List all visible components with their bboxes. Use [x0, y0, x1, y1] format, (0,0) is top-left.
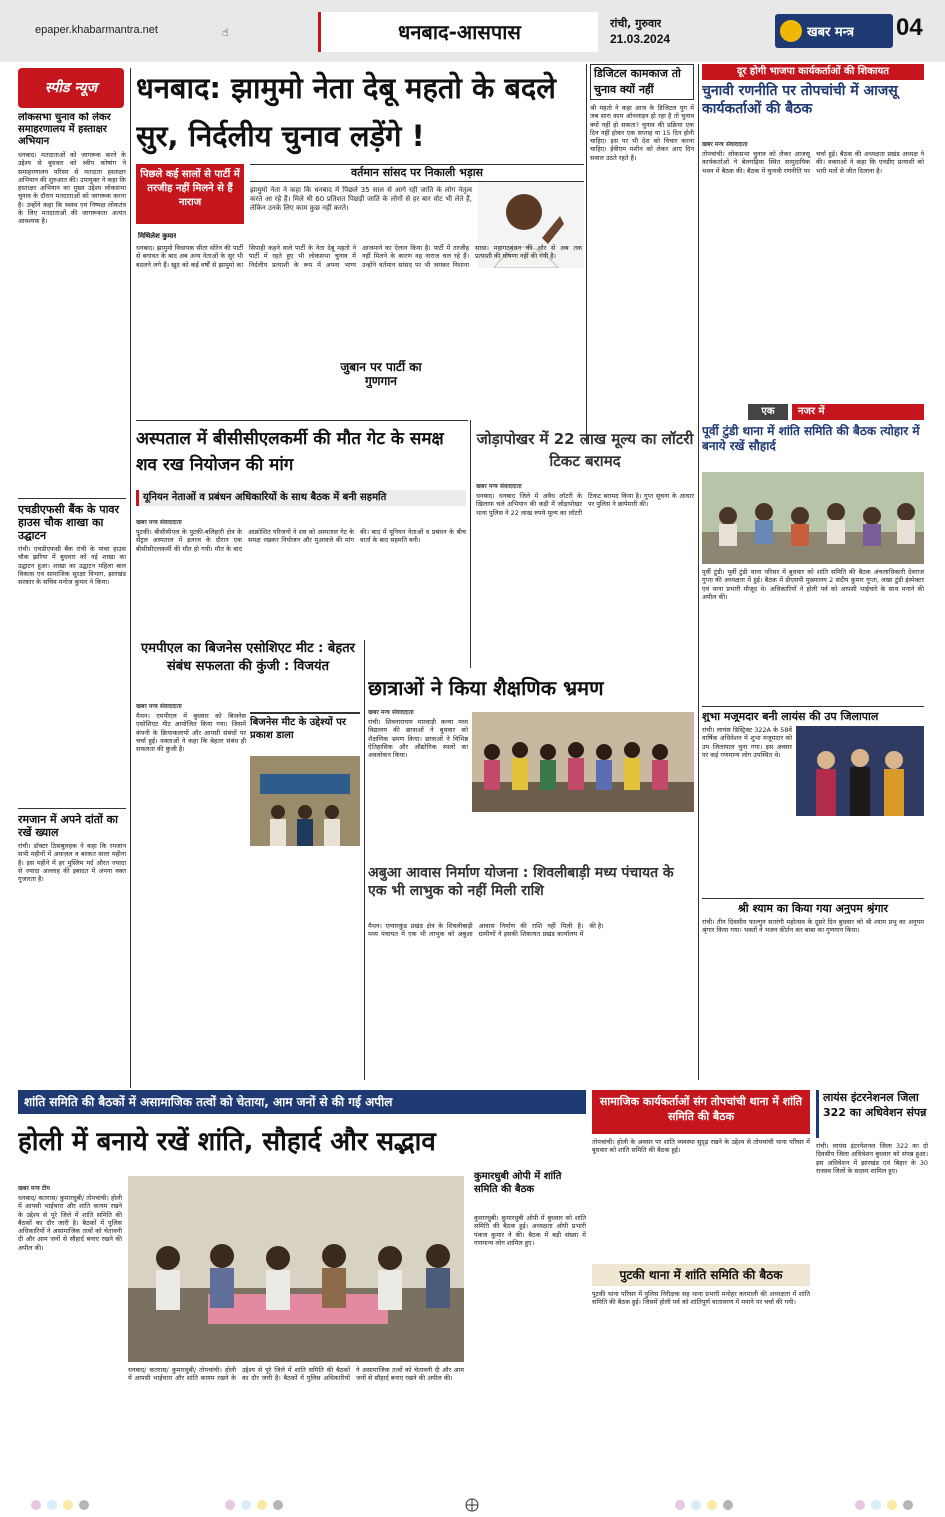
students-body: रांची। शिवनारायण मारवाड़ी कन्या मध्य विद्यालय की छात्राओं ने बुधवार को शैक्षणिक भ्रमण किया। छात्राओं ने विभिन्न ऐतिहासिक और औद्योगिक स्थलों का अवलोकन किया।: [368, 718, 468, 760]
speed-item-3-title: रमजान में अपने दांतों का रखें ख्याल: [18, 813, 118, 839]
divider: [470, 420, 471, 668]
lead-quote: झामुमो नेता ने कहा कि धनबाद में पिछले 35 साल से आगे रही जाति के लोग नेतृत्व करते आ रहे हैं। मिले थी 60 प्रतिशत पिछड़ी जाति के लोगों से हर बार वोट भी लेते हैं, लेकिन उनके लिए काम कुछ नहीं करते।: [250, 186, 472, 212]
section-title: धनबाद-आसपास: [318, 12, 598, 52]
msme-photo: [250, 756, 360, 846]
msme-headline: एमपीएल का बिजनेस एसोशिएट मीट : बेहतर संबंध सफलता की कुंजी : विजयंत: [141, 641, 355, 674]
header-city-day: रांची, गुरुवार: [610, 17, 662, 30]
awas-headline: अबुआ आवास निर्माण योजना : शिवलीबाड़ी मध्य पंचायत के एक भी लाभुक को नहीं मिली राशि: [368, 865, 674, 899]
divider: [136, 420, 468, 421]
lead-headline: धनबाद: झामुमो नेता देबू महतो के बदले सुर, निर्दलीय चुनाव लड़ेंगे !: [136, 71, 556, 153]
brand-logo: [775, 14, 893, 48]
shubha-title: शुभा मजूमदार बनी लायंस की उप जिलापाल: [702, 706, 924, 722]
ek-nazar-label: [702, 404, 924, 420]
ajsu-byline: खबर मन्त्र संवाददाता: [702, 141, 748, 148]
lead-body: धनबाद। झामुमो विधायक सीता सोरेन की पार्टी से बगावत के बाद अब अन्य नेताओं के सुर भी बदलने लगे हैं। खुद को कई वर्षों से झामुमो का सिपाही कहने वाले पार्टी के नेता देबू महतो ने पार्टी में रहते हुए भी लोकसभा चुनाव में निर्दलीय प्रत्याशी के रूप में अपना भाग्य आजमाने का ऐलान किया है। पार्टी में तरजीह नहीं मिलने के कारण वह नाराज चल रहे हैं। उन्होंने वर्तमान सांसद पर भी जमकर निशाना साधा। महागठबंधन की ओर से अब तक प्रत्याशी की घोषणा नहीं की गयी है।: [136, 244, 582, 269]
logo-emblem-icon: [780, 20, 802, 42]
divider: [698, 64, 699, 1080]
lottery-body: धनबाद। धनबाद जिले में अवैध लॉटरी के खिलाफ चले अभियान की कड़ी में जोड़ापोखर थाना पुलिस ने 22 लाख रुपये मूल्य का लॉटरी टिकट बरामद किया है। गुप्त सूचना के आधार पर पुलिस ने छापेमारी की।: [476, 492, 694, 517]
ajsu-body: तोपचांची। लोकसभा चुनाव को लेकर आजसू कार्यकर्ताओं ने बेलगढ़िया स्थित सामुदायिक भवन में बैठक की। बैठक में चुनावी रणनीति पर चर्चा हुई। बैठक की अध्यक्षता प्रखंड अध्यक्ष ने की। वक्ताओं ने कहा कि एनडीए प्रत्याशी को भारी मतों से जीत दिलाना है।: [702, 150, 924, 175]
social-red-title: सामाजिक कार्यकर्ताओं संग तोपचांची थाना में शांति समिति की बैठक: [592, 1090, 810, 1134]
registration-marks: [0, 1496, 945, 1514]
masthead: [0, 0, 945, 62]
lottery-byline: खबर मन्त्र संवाददाता: [476, 483, 522, 490]
speed-item-1-title: लोकसभा चुनाव को लेकर समाहरणालय में हस्ताक्षर अभियान: [18, 112, 111, 147]
speed-item-1: [18, 112, 126, 542]
divider: [586, 64, 587, 444]
msme-body: मैथन। एमपीएल में बुधवार को बिजनेस एसोशिएट मीट आयोजित किया गया। जिसमें कंपनी के क्रियाकलापों और आपसी संबंधों पर चर्चा हुई। वक्ताओं ने कहा कि बेहतर संबंध ही सफलता की कुंजी है।: [136, 712, 246, 754]
putki-body: पुटकी थाना परिसर में पुलिस निरीक्षक सह थाना प्रभारी मनोहर करमाली की अध्यक्षता में शांति समिति की बैठक हुई। जिसमें होली पर्व को शांतिपूर्ण वातावरण में मनाने पर चर्चा की गयी।: [592, 1290, 810, 1307]
speed-item-2: [18, 498, 126, 828]
social-body: तोपचांची। होली के अवसर पर शांति व्यवस्था सुदृढ़ रखने के उद्देश्य से तोपचांची थाना परिसर में बुधवार को शांति समिति की बैठक हुई।: [592, 1138, 810, 1155]
holi-body-continued: धनबाद/ कतरास/ कुमारधुबी/ तोपचांची। होली में आपसी भाईचारा और शांति कायम रखने के उद्देश्य से पूरे जिले में शांति समिति की बैठकों का दौर जारी है। बैठकों में पुलिस अधिकारियों ने असामाजिक तत्वों को चेतावनी दी और आम जनों से सौहार्द बनाए रखने की अपील की।: [128, 1366, 464, 1383]
bcl-byline: खबर मन्त्र संवाददाता: [136, 519, 182, 526]
divider: [130, 68, 131, 1088]
lead-callout: जुबान पर पार्टी का गुणगान: [326, 360, 436, 388]
brand-name: खबर मन्त्र: [807, 25, 855, 40]
ek-nazar-headline: पूर्वी टुंडी थाना में शांति समिति की बैठक त्योहार में बनाये रखें सौहार्द: [702, 424, 920, 453]
holi-side-body: कुमारधुबी। कुमारधुबी ओपी में बुधवार को शांति समिति की बैठक हुई। अध्यक्षता ओपी प्रभारी पंकज कुमार ने की। बैठक में बड़ी संख्या में गणमान्य लोग शामिल हुए।: [474, 1214, 586, 1247]
students-headline: छात्राओं ने किया शैक्षणिक भ्रमण: [368, 676, 604, 700]
ajsu-red-header: दूर होगी भाजपा कार्यकर्ताओं की शिकायत: [702, 64, 924, 80]
header-url[interactable]: epaper.khabarmantra.net: [35, 24, 158, 36]
digital-body: श्री महतो ने कहा आज के डिजिटल युग में जब सारा काम ऑनलाइन हो रहा है तो चुनाव क्यों नहीं हो सकता? चुनाव की प्रक्रिया एक दिन नहीं होकर एक सप्ताह या 15 दिन होनी चाहिए। इस पर भी देश को विचार करना चाहिए। ईवीएम मशीन को लेकर आए दिन सवाल उठते रहते हैं।: [590, 104, 694, 162]
ek-nazar-label-b: नजर में: [792, 404, 924, 420]
speed-item-1-body: धनबाद। मतदाताओं को जागरूक करने के उद्देश्य से बुधवार को स्वीप कोषांग ने समाहरणालय परिसर से मतदाता हस्ताक्षर अभियान की शुरुआत की। उपायुक्त ने कहा कि हस्ताक्षर अभियान का मुख्य उद्देश्य लोकसभा चुनाव के दौरान मतदाताओं को जागरूक करना है। उन्होंने कहा कि स्वस्थ एवं निष्पक्ष लोकतंत्र के लिए मतदाताओं की जागरूकता अत्यंत आवश्यक है।: [18, 151, 126, 226]
msme-subhead: बिजनेस मीट के उद्देश्यों पर प्रकाश डाला: [250, 712, 360, 752]
lions-body: रांची। लायंस इंटरनेशनल जिला 322 का दो दिवसीय जिला अधिवेशन बुधवार को संपन्न हुआ। इस अधिवेशन में झारखंड एवं बिहार के 30 राजस्व जिलों के सदस्य शामिल हुए।: [816, 1142, 928, 1175]
speed-news-label: स्पीड न्यूज: [44, 80, 98, 96]
header-date: 21.03.2024: [610, 32, 671, 46]
shubha-body: रांची। लायंस डिस्ट्रिक्ट 322A के 58वें वार्षिक अधिवेशन में शुभा मजूमदार को उप जिलापाल चुना गया। इस अवसर पर कई गणमान्य लोग उपस्थित थे।: [702, 726, 792, 759]
lottery-headline: जोड़ापोखर में 22 लाख मूल्य का लॉटरी टिकट बरामद: [476, 430, 694, 470]
awas-body: मैथन। एग्यारकुंड प्रखंड क्षेत्र के शिवलीबाड़ी मध्य पंचायत में एक भी लाभुक को अबुआ आवास निर्माण की राशि नहीं मिली है। ग्रामीणों ने इसकी शिकायत प्रखंड कार्यालय में की है।: [368, 922, 604, 939]
msme-byline: खबर मन्त्र संवाददाता: [136, 703, 182, 710]
holi-headline: होली में बनाये रखें शांति, सौहार्द और सद्भाव: [18, 1127, 436, 1157]
holi-photo: [128, 1176, 464, 1362]
ajsu-headline: चुनावी रणनीति पर तोपचांची में आजसू कार्यकर्ताओं की बैठक: [702, 83, 898, 117]
page-number: 04: [896, 14, 923, 41]
lead-red-box: पिछले कई सालों से पार्टी में तरजीह नहीं मिलने से हैं नाराज: [136, 164, 244, 224]
lead-subhead: वर्तमान सांसद पर निकाली भड़ास: [250, 164, 584, 182]
bcl-body: पुटकी। बीसीसीएल के पुटकी-बलिहारी क्षेत्र के सेंट्रल अस्पताल में इलाज के दौरान एक बीसीसीएलकर्मी की मौत हो गयी। मौत के बाद आक्रोशित परिजनों ने शव को अस्पताल गेट के समक्ष रखकर नियोजन और मुआवजे की मांग की। बाद में यूनियन नेताओं व प्रबंधन के बीच वार्ता के बाद सहमति बनी।: [136, 528, 466, 553]
putki-title: पुटकी थाना में शांति समिति की बैठक: [592, 1264, 810, 1286]
students-photo: [472, 712, 694, 812]
speed-item-3: [18, 808, 126, 1088]
holi-side-title: कुमारधुबी ओपी में शांति समिति की बैठक: [474, 1171, 562, 1195]
shyam-title: श्री श्याम का किया गया अनुपम श्रृंगार: [702, 898, 924, 914]
bcl-headline: अस्पताल में बीसीसीएलकर्मी की मौत गेट के समक्ष शव रख नियोजन की मांग: [136, 429, 444, 475]
digital-title: डिजिटल कामकाज तो चुनाव क्यों नहीं: [590, 64, 694, 100]
holi-byline: खबर मन्त्र टीम: [18, 1185, 50, 1192]
speed-news-column: [18, 68, 126, 1088]
shubha-photo: [796, 726, 924, 816]
lions-title: लायंस इंटरनेशनल जिला 322 का अधिवेशन संपन्न: [816, 1090, 928, 1138]
ek-nazar-body: पूर्वी टुंडी। पूर्वी टुंडी थाना परिसर में बुधवार को शांति समिति की बैठक अंचलाधिकारी देवराज गुप्ता की अध्यक्षता में हुई। बैठक में डीएसपी मुख्यालय 2 संदीप कुमार गुप्ता, लखा टुंडी इंस्पेक्टर एवं थाना प्रभारी मौजूद थे। अधिकारियों ने होली पर्व को आपसी भाईचारे के साथ मनाने की अपील की।: [702, 568, 924, 601]
divider: [364, 640, 365, 1080]
students-byline: खबर मन्त्र संवाददाता: [368, 709, 414, 716]
lead-byline: मिथिलेश कुमार: [138, 232, 177, 240]
shyam-body: रांची। तीन दिवसीय फाल्गुन सतरंगी महोत्सव के दूसरे दिन बुधवार को श्री श्याम प्रभु का अनुपम श्रृंगार किया गया। भक्तों ने भजन कीर्तन कर बाबा का गुणगान किया।: [702, 918, 924, 935]
speed-item-2-body: रांची। एचडीएफसी बैंक रांची के पावर हाउस चौक झरिया में बुधवार को नई शाखा का उद्घाटन हुआ। शाखा का उद्घाटन महिला बाल विकास एवं सामाजिक सुरक्षा विभाग, झारखंड सरकार के सचिव मनोज कुमार ने किया।: [18, 545, 126, 587]
meeting-photo: [702, 472, 924, 564]
holi-body: धनबाद/ कतरास/ कुमारधुबी/ तोपचांची। होली में आपसी भाईचारा और शांति कायम रखने के उद्देश्य से पूरे जिले में शांति समिति की बैठकों का दौर जारी है। बैठकों में पुलिस अधिकारियों ने असामाजिक तत्वों को चेतावनी दी और आम जनों से सौहार्द बनाए रखने की अपील की।: [18, 1194, 122, 1252]
speed-item-2-title: एचडीएफसी बैंक के पावर हाउस चौक शाखा का उद्घाटन: [18, 503, 120, 542]
ek-nazar-label-a: एक: [748, 404, 788, 420]
bcl-subhead: यूनियन नेताओं व प्रबंधन अधिकारियों के साथ बैठक में बनी सहमति: [136, 490, 466, 506]
speed-item-3-body: रांची। डॉक्टर ठिसबुलहक ने कहा कि रमजान सभी महीनों में अफ़ज़ल व बरकत वाला महीना है। इस महीने में हर मुस्लिम मर्द औरत ज्यादा से ज्यादा अल्लाह की इबादत में अपना वक्त गुजारता है।: [18, 842, 126, 884]
speed-news-badge: [18, 68, 124, 108]
holi-strip: शांति समिति की बैठकों में असामाजिक तत्वों को चेताया, आम जनों से की गई अपील: [18, 1090, 586, 1114]
cursor-icon: ☝: [222, 26, 229, 39]
